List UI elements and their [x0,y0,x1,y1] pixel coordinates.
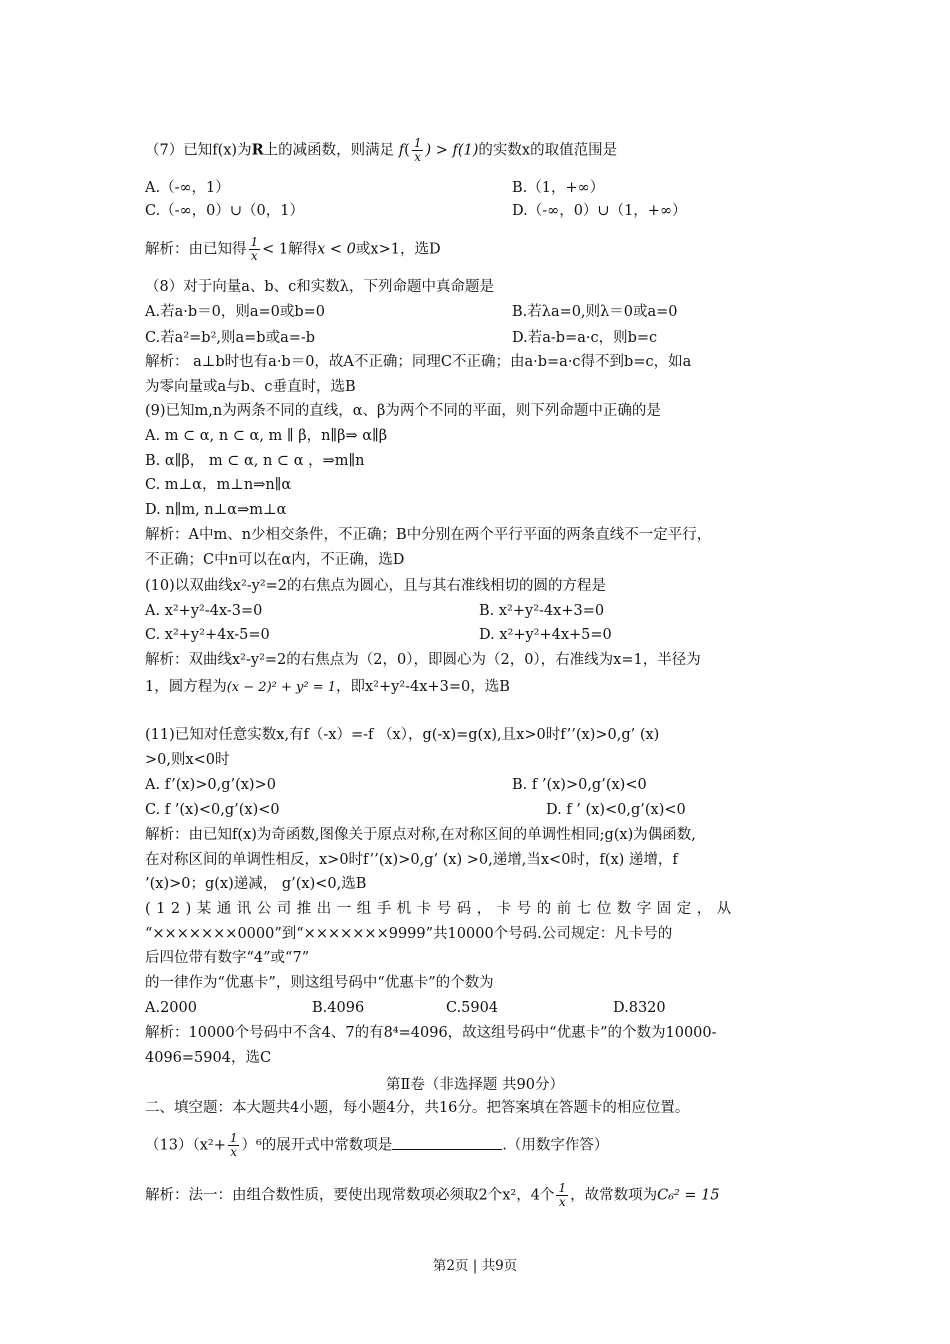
q8-stem: （8）对于向量a、b、c和实数λ，下列命题中真命题是 [145,279,494,295]
q12-option-d: D.8320 [613,1000,666,1016]
q10-stem: (10)以双曲线x²-y²=2的右焦点为圆心，且与其右准线相切的圆的方程是 [145,578,607,594]
q7-stem-c: 的实数x的取值范围是 [478,142,618,159]
q12-option-c: C.5904 [446,1000,499,1016]
q11-option-c: C. f ’(x)<0,g’(x)<0 [145,802,280,818]
q7-sol-den: x [250,249,258,263]
q10-solution-line2 [145,677,510,698]
q12-option-b: B.4096 [312,1000,365,1016]
q13-sol-combination: C₆² = 15 [657,1187,720,1204]
q13-stem-b: ）⁶的展开式中常数项是 [241,1137,393,1154]
q11-solution-line2: 在对称区间的单调性相反，x>0时f’’(x)>0,g’ (x) >0,递增,当x<0时，f(x) 递增，f [145,852,678,868]
q12-solution-line1: 解析：10000个号码中不含4、7的有8⁴=4096，故这组号码中“优惠卡”的个数为10000- [145,1025,717,1041]
q7-sol-num: 1 [250,235,259,249]
q11-solution-line3: ’(x)>0；g(x)递减， g’(x)<0,选B [145,876,367,892]
q11-option-a: A. f’(x)>0,g’(x)>0 [145,777,276,793]
q7-stem-a: （7）已知f(x)为 [145,142,252,159]
q7-option-b: B.（1，+∞） [512,180,605,196]
q10-option-b: B. x²+y²-4x+3=0 [479,603,605,619]
q11-option-d: D. f ’ (x)<0,g’(x)<0 [546,802,686,818]
q7-frac-num: 1 [413,136,422,150]
q9-solution-line1: 解析：A中m、n少相交条件，不正确；B中分别在两个平行平面的两条直线不一定平行， [145,527,712,543]
q12-solution-line2: 4096=5904，选C [145,1050,272,1066]
q7-option-a: A.（-∞，1） [145,180,230,196]
q7-sol-d: 或x>1，选D [355,241,441,258]
q13-frac-den: x [230,1145,238,1159]
q10-option-d: D. x²+y²+4x+5=0 [479,627,612,643]
q8-option-a: A.若a·b＝0，则a=0或b=0 [145,304,326,320]
q8-option-c: C.若a²=b²,则a=b或a=-b [145,330,316,346]
part2-title: 第Ⅱ卷（非选择题 共90分） [386,1077,564,1093]
q10-solution-line1: 解析：双曲线x²-y²=2的右焦点为（2，0），即圆心为（2，0），右准线为x=1，半径为 [145,652,701,668]
q13-sol-num: 1 [558,1181,567,1195]
q7-ineq-f: f [398,142,405,159]
q12-stem-line4: 的一律作为“优惠卡”，则这组号码中“优惠卡”的个数为 [145,975,494,991]
q11-option-b: B. f ’(x)>0,g’(x)<0 [512,777,647,793]
q10-sol-equation: (x − 2)² + y² = 1 [226,680,336,695]
q13-sol-fraction [556,1182,568,1209]
q13-frac-num: 1 [229,1131,238,1145]
q13-fraction [228,1132,240,1159]
q7-frac-den: x [414,150,422,164]
q9-option-b: B. α∥β， m ⊂ α, n ⊂ α ，⇒m∥n [145,453,365,469]
q7-option-c: C.（-∞，0）∪（0，1） [145,203,304,219]
q8-option-d: D.若a-b=a·c，则b=c [512,330,658,346]
q9-solution-line2: 不正确；C中n可以在α内，不正确，选D [145,552,405,568]
q7-stem: （7）已知f(x)为R上的减函数，则满足 f( $\frac{1}{x}$ ) > f(1)的实数x的取值范围是 [145,136,618,164]
q12-stem-line1: (12)某通讯公司推出一组手机卡号码，卡号的前七位数字固定，从 [145,901,737,917]
q7-real-set: R [251,141,264,159]
q7-ineq-rest: ) > f(1) [425,142,479,159]
q12-option-a: A.2000 [145,1000,197,1016]
q8-option-b: B.若λa=0,则λ＝0或a=0 [512,304,678,320]
q9-option-c: C. m⊥α，m⊥n⇒n∥α [145,477,292,493]
q11-stem-line1: (11)已知对任意实数x,有f（-x）=-f （x），g(-x)=g(x),且x>0时f’’(x)>0,g’ (x) [145,727,660,743]
q13-sol-a: 解析：法一：由组合数性质，要使出现常数项必须取2个x²，4个 [145,1187,555,1204]
q7-sol-fraction [249,236,261,263]
q9-stem: (9)已知m,n为两条不同的直线，α、β为两个不同的平面，则下列命题中正确的是 [145,403,661,419]
q13-sol-den: x [558,1195,566,1209]
q8-solution-line1: 解析： a⊥b时也有a·b＝0，故A不正确；同理C不正确；由a·b=a·c得不到b=c，如a [145,354,692,370]
q10-option-a: A. x²+y²-4x-3=0 [145,603,263,619]
q9-option-a: A. m ⊂ α, n ⊂ α, m ∥ β，n∥β⇒ α∥β [145,428,388,444]
q7-sol-b: < 1解得 [262,241,318,258]
q10-sol-2c: ，即x²+y²-4x+3=0，选B [336,679,510,695]
q7-sol-a: 解析：由已知得 [145,241,247,258]
q7-sol-c: x < 0 [317,241,356,258]
q9-option-d: D. n∥m, n⊥α⇒m⊥α [145,502,287,518]
q7-fraction [412,137,424,164]
q13-sol-b: ，故常数项为 [570,1187,658,1204]
q10-option-c: C. x²+y²+4x-5=0 [145,627,270,643]
q12-stem-line3: 后四位带有数字“4”或“7” [145,950,310,966]
page-footer: 第2页 | 共9页 [432,1258,518,1274]
q13-answer-blank[interactable] [392,1135,502,1150]
q13-stem-a: （13）（x²+ [145,1137,226,1154]
q11-solution-line1: 解析：由已知f(x)为奇函数,图像关于原点对称,在对称区间的单调性相同;g(x)为偶函数, [145,827,696,843]
q7-stem-b: 上的减函数，则满足 [263,142,395,159]
q7-solution [145,236,441,263]
q13-stem-c: .（用数字作答） [502,1137,609,1154]
section2-heading: 二、填空题：本大题共4小题，每小题4分，共16分。把答案填在答题卡的相应位置。 [145,1100,690,1116]
q10-sol-2a: 1，圆方程为 [145,679,227,695]
q13-solution [145,1182,720,1209]
q11-stem-line2: >0,则x<0时 [145,752,230,768]
q13-stem [145,1132,608,1159]
q12-stem-line2: “×××××××0000”到“×××××××9999”共10000个号码.公司规定：凡卡号的 [145,926,673,942]
q8-solution-line2: 为零向量或a与b、c垂直时，选B [145,379,356,395]
q7-option-d: D.（-∞，0）∪（1，+∞） [512,203,687,219]
